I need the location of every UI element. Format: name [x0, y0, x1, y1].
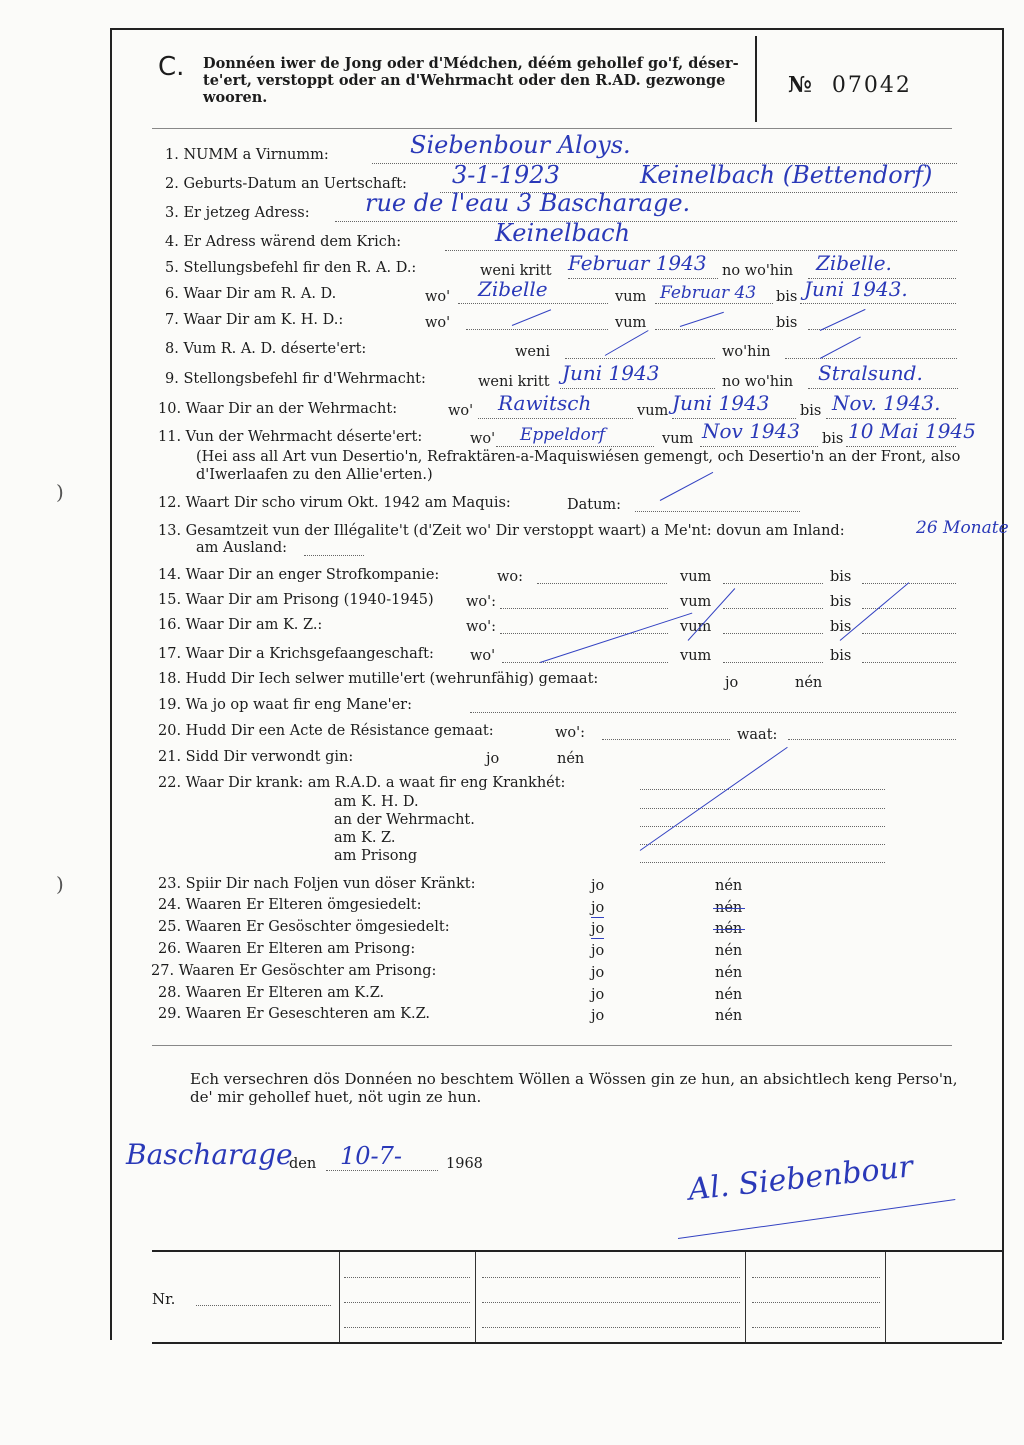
handwritten-name: Siebenbour Aloys. [410, 131, 631, 159]
strike-mark [713, 908, 745, 909]
question-17: 17. Waar Dir a Krichsgefaangeschaft: [158, 646, 434, 662]
option-yes[interactable]: jo [725, 675, 739, 691]
label-where: wo': [466, 594, 497, 610]
question-8: 8. Vum R. A. D. déserte'ert: [165, 341, 367, 357]
question-10: 10. Waar Dir an der Wehrmacht: [158, 401, 398, 417]
label-where: wo'hin [722, 344, 771, 360]
label-to: bis [830, 648, 852, 664]
handwritten-address: rue de l'eau 3 Bascharage. [365, 189, 691, 217]
option-yes[interactable]: jo [486, 751, 500, 767]
answer-line[interactable] [458, 303, 608, 304]
handwritten-sign-place: Bascharage [126, 1138, 293, 1171]
option-yes-selected[interactable]: jo [591, 921, 605, 937]
answer-line[interactable] [560, 388, 715, 389]
answer-line[interactable] [640, 862, 885, 863]
label-from: vum [662, 431, 694, 447]
label-to: bis [822, 431, 844, 447]
answer-line[interactable] [723, 662, 823, 663]
option-yes[interactable]: jo [591, 965, 605, 981]
label-where: wo' [470, 431, 496, 447]
section-rule [152, 1045, 952, 1046]
table-divider [745, 1252, 746, 1342]
option-no[interactable]: nén [715, 921, 743, 937]
label-from: vum [680, 594, 712, 610]
handwritten-illegality-inland: 26 Monate [916, 518, 1009, 538]
answer-line[interactable] [635, 511, 800, 512]
label-where: no wo'hin [722, 263, 794, 279]
question-4: 4. Er Adress wärend dem Krich: [165, 234, 402, 250]
answer-line[interactable] [502, 662, 668, 663]
table-entry-line[interactable] [752, 1302, 880, 1303]
label-from: vum [637, 403, 669, 419]
answer-line[interactable] [335, 221, 957, 222]
frame-left-border [110, 28, 112, 1340]
question-2: 2. Geburts-Datum an Uertschaft: [165, 176, 407, 192]
table-divider [885, 1252, 886, 1342]
label-when: weni kritt [480, 263, 552, 279]
label-from: vum [615, 289, 647, 305]
question-16: 16. Waar Dir am K. Z.: [158, 617, 323, 633]
form-number [788, 72, 912, 98]
office-use-table [152, 1250, 1002, 1344]
strike-mark [713, 929, 745, 930]
question-14: 14. Waar Dir an enger Strofkompanie: [158, 567, 440, 583]
label-to: bis [776, 315, 798, 331]
answer-line[interactable] [640, 844, 885, 845]
handwritten-wehrmacht-order-place: Stralsund. [818, 361, 923, 385]
table-entry-line[interactable] [482, 1277, 740, 1278]
table-entry-line[interactable] [482, 1302, 740, 1303]
question-1: 1. NUMM a Virnumm: [165, 147, 329, 163]
label-where: wo': [555, 725, 586, 741]
label-where: wo: [497, 569, 524, 585]
answer-line[interactable] [478, 418, 633, 419]
label-from: vum [680, 619, 712, 635]
question-22: 22. Waar Dir krank: am R.A.D. a waat fir eng Krankhét: [158, 775, 566, 791]
label-where: no wo'hin [722, 374, 794, 390]
answer-line[interactable] [655, 329, 773, 330]
label-where: wo' [448, 403, 474, 419]
label-where: wo' [425, 315, 451, 331]
table-entry-line[interactable] [752, 1277, 880, 1278]
label-from: vum [680, 569, 712, 585]
option-no[interactable]: nén [795, 675, 823, 691]
question-13: 13. Gesamtzeit vun der Illégalite't (d'Zeit wo' Dir verstoppt waart) a Me'nt: dovun am Inland: [158, 523, 845, 539]
handwritten-desertion-from: Nov 1943 [702, 419, 801, 443]
option-no[interactable]: nén [715, 987, 743, 1003]
form-number-value: 07042 [831, 73, 912, 98]
question-7: 7. Waar Dir am K. H. D.: [165, 312, 344, 328]
answer-line[interactable] [500, 608, 668, 609]
label-where: wo' [470, 648, 496, 664]
handwritten-desertion-to: 10 Mai 1945 [848, 419, 976, 443]
answer-line[interactable] [640, 808, 885, 809]
question-19: 19. Wa jo op waat fir eng Mane'er: [158, 697, 412, 713]
sub-option: am K. Z. [334, 830, 396, 846]
label-when: weni kritt [478, 374, 550, 390]
answer-line[interactable] [470, 712, 956, 713]
option-no[interactable]: nén [557, 751, 585, 767]
answer-line[interactable] [640, 789, 885, 790]
punch-hole-mark: ) [56, 480, 64, 504]
question-11: 11. Vun der Wehrmacht déserte'ert: [158, 429, 423, 445]
date-label: den [289, 1156, 317, 1172]
option-no[interactable]: nén [715, 965, 743, 981]
option-yes[interactable]: jo [591, 1008, 605, 1024]
table-divider [339, 1252, 340, 1342]
handwritten-rad-order-place: Zibelle. [816, 251, 892, 275]
label-to: bis [830, 569, 852, 585]
declaration-text: Ech versechren dös Donnéen no beschtem Wöllen a Wössen gin ze hun, an absichtlech keng Perso'n, de' mir gehollef huet, nöt ugin ze hun. [190, 1070, 958, 1106]
label-where: wo' [425, 289, 451, 305]
nr-label: Nr. [152, 1290, 176, 1308]
answer-line[interactable] [846, 446, 956, 447]
question-29: 29. Waaren Er Geseschteren am K.Z. [158, 1006, 431, 1022]
answer-line[interactable] [568, 278, 718, 279]
question-18: 18. Hudd Dir Iech selwer mutille'ert (wehrunfähig) gemaat: [158, 671, 599, 687]
answer-line[interactable] [808, 329, 956, 330]
handwritten-rad-order-date: Februar 1943 [568, 251, 707, 275]
option-yes-selected[interactable]: jo [591, 900, 605, 916]
label-to: bis [800, 403, 822, 419]
label-to: bis [830, 594, 852, 610]
date-year: 1968 [446, 1156, 483, 1172]
handwritten-war-address: Keinelbach [495, 219, 631, 247]
option-no[interactable]: nén [715, 943, 743, 959]
handwritten-wehrmacht-order-date: Juni 1943 [562, 361, 660, 385]
answer-line[interactable] [862, 662, 956, 663]
option-no[interactable]: nén [715, 878, 743, 894]
question-12: 12. Waart Dir scho virum Okt. 1942 am Maquis: [158, 495, 511, 511]
header-divider [755, 36, 757, 122]
question-21: 21. Sidd Dir verwondt gin: [158, 749, 354, 765]
date-line[interactable] [326, 1170, 438, 1171]
answer-line[interactable] [500, 633, 668, 634]
option-yes[interactable]: jo [591, 943, 605, 959]
label-to: bis [776, 289, 798, 305]
label-when: weni [515, 344, 550, 360]
label-to: bis [830, 619, 852, 635]
option-yes[interactable]: jo [591, 878, 605, 894]
question-6: 6. Waar Dir am R. A. D. [165, 286, 337, 302]
answer-line[interactable] [466, 329, 608, 330]
number-sign: № [788, 72, 814, 98]
form-title: Donnéen iwer de Jong oder d'Médchen, déém gehollef go'f, déser-te'ert, verstoppt oder an d'Wehrmacht oder den R.AD. gezwonge wooren. [203, 55, 739, 106]
handwritten-birth-place: Keinelbach (Bettendorf) [640, 161, 933, 189]
answer-line[interactable] [723, 608, 823, 609]
answer-line[interactable] [700, 446, 818, 447]
answer-line[interactable] [723, 633, 823, 634]
label-from: vum [680, 648, 712, 664]
handwritten-wehrmacht-place: Rawitsch [498, 391, 592, 415]
answer-line[interactable] [602, 739, 730, 740]
table-entry-line[interactable] [344, 1327, 470, 1328]
table-entry-line[interactable] [344, 1302, 470, 1303]
answer-line[interactable] [785, 358, 957, 359]
table-entry-line[interactable] [482, 1327, 740, 1328]
question-24: 24. Waaren Er Elteren ömgesiedelt: [158, 897, 422, 913]
question-11-note: (Hei ass all Art vun Desertio'n, Refraktären-a-Maquiswiésen gemengt, och Desertio'n an der Front, also d'Iwerlaafen zu den Allie'erten.) [196, 449, 961, 483]
header-rule [152, 128, 952, 129]
frame-top-border [110, 28, 1004, 30]
option-no[interactable]: nén [715, 900, 743, 916]
question-28: 28. Waaren Er Elteren am K.Z. [158, 985, 385, 1001]
question-27: 27. Waaren Er Gesöschter am Prisong: [151, 963, 437, 979]
answer-line[interactable] [808, 388, 958, 389]
question-15: 15. Waar Dir am Prisong (1940-1945) [158, 592, 434, 608]
label-from: vum [615, 315, 647, 331]
handwritten-rad-place: Zibelle [478, 277, 548, 301]
handwritten-birth-date: 3-1-1923 [452, 161, 560, 189]
question-23: 23. Spiir Dir nach Foljen vun döser Kränkt: [158, 876, 476, 892]
question-3: 3. Er jetzeg Adress: [165, 205, 310, 221]
question-9: 9. Stellongsbefehl fir d'Wehrmacht: [165, 371, 426, 387]
question-26: 26. Waaren Er Elteren am Prisong: [158, 941, 416, 957]
answer-line[interactable] [788, 739, 956, 740]
question-20: 20. Hudd Dir een Acte de Résistance gemaat: [158, 723, 494, 739]
signature: Al. Siebenbour [686, 1149, 915, 1208]
answer-line[interactable] [640, 826, 885, 827]
table-divider [475, 1252, 476, 1342]
answer-line[interactable] [565, 358, 715, 359]
handwritten-wehrmacht-from: Juni 1943 [672, 391, 770, 415]
answer-line[interactable] [723, 583, 823, 584]
sub-option: an der Wehrmacht. [334, 812, 475, 828]
frame-right-border [1002, 28, 1004, 1340]
answer-line[interactable] [304, 555, 364, 556]
nr-line[interactable] [196, 1305, 331, 1306]
sub-option: am K. H. D. [334, 794, 419, 810]
question-25: 25. Waaren Er Gesöschter ömgesiedelt: [158, 919, 450, 935]
label-what: waat: [737, 727, 778, 743]
question-5: 5. Stellungsbefehl fir den R. A. D.: [165, 260, 417, 276]
punch-hole-mark: ) [56, 872, 64, 896]
handwritten-wehrmacht-to: Nov. 1943. [832, 391, 941, 415]
option-no[interactable]: nén [715, 1008, 743, 1024]
table-entry-line[interactable] [344, 1277, 470, 1278]
handwritten-desertion-place: Eppeldorf [520, 425, 606, 445]
sub-option: am Prisong [334, 848, 418, 864]
label-abroad: am Ausland: [196, 540, 288, 556]
section-letter: C. [158, 52, 185, 82]
label-date: Datum: [567, 497, 622, 513]
option-yes[interactable]: jo [591, 987, 605, 1003]
answer-line[interactable] [800, 303, 956, 304]
handwritten-sign-date: 10-7- [340, 1142, 403, 1170]
handwritten-rad-from: Februar 43 [660, 283, 757, 303]
table-entry-line[interactable] [752, 1327, 880, 1328]
answer-line[interactable] [862, 633, 956, 634]
handwritten-rad-to: Juni 1943. [804, 277, 908, 301]
label-where: wo': [466, 619, 497, 635]
answer-line[interactable] [537, 583, 667, 584]
